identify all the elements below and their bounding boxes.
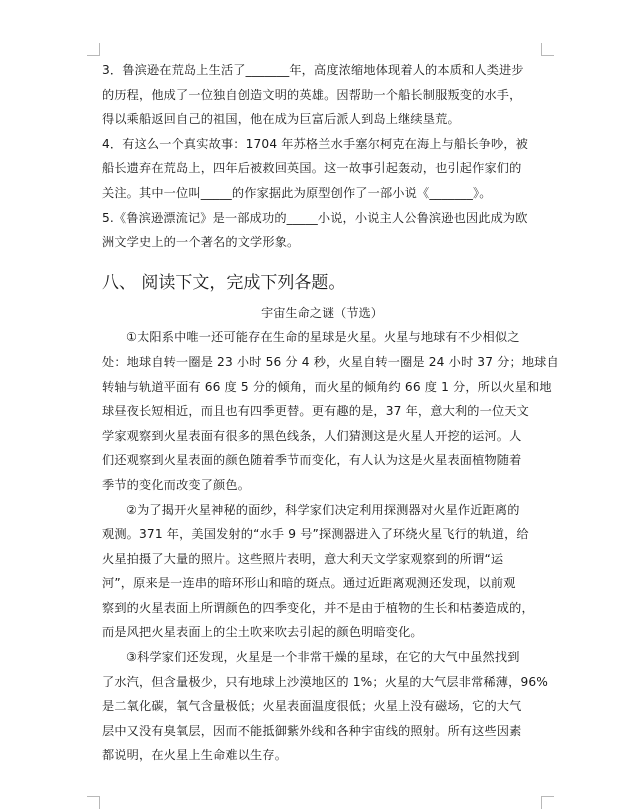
question-5 [102, 206, 542, 255]
text-line: ③科学家们还发现，火星是一个非常干燥的星球，在它的大气中虽然找到 [126, 650, 520, 665]
text-line: 洲文学史上的一个著名的文学形象。 [102, 235, 300, 250]
document-page [102, 58, 559, 768]
text-line: 季节的变化而改变了颜色。 [102, 477, 251, 492]
text-line: ②为了揭开火星神秘的面纱，科学家们决定利用探测器对火星作近距离的 [126, 502, 520, 517]
paragraph-2 [102, 498, 542, 646]
text-line: 层中又没有臭氧层，因而不能抵御紫外线和各种宇宙线的照射。所有这些因素 [102, 723, 522, 738]
text-line: 了水汽，但含量极少，只有地球上沙漠地区的 1%；火星的大气层非常稀薄，96% [102, 674, 548, 689]
section-heading: 八、 阅读下文，完成下列各题。 [102, 272, 346, 293]
text-line: 察到的火星表面上所谓颜色的四季变化，并不是由于植物的生长和枯萎造成的， [102, 600, 534, 615]
text-line: 的历程，他成了一位独自创造文明的英雄。因帮助一个船长制服叛变的水手， [102, 87, 522, 102]
question-4 [102, 132, 542, 206]
text-line: 们还观察到火星表面的颜色随着季节而变化，有人认为这是火星表面植物随着 [102, 453, 522, 468]
page-corner-mark [541, 796, 554, 809]
page-corner-mark [87, 43, 100, 56]
question-list [102, 58, 542, 255]
text-line: 4．有这么一个真实故事：1704 年苏格兰水手塞尔柯克在海上与船长争吵，被 [102, 136, 529, 151]
text-line: 球昼夜长短相近，而且也有四季更替。更有趣的是，37 年，意大利的一位天文 [102, 404, 529, 419]
question-3 [102, 58, 542, 132]
text-line: ①太阳系中唯一还可能存在生命的星球是火星。火星与地球有不少相似之 [126, 330, 520, 345]
paragraph-3 [102, 645, 548, 768]
text-line: 处：地球自转一圈是 23 小时 56 分 4 秒，火星自转一圈是 24 小时 37 分；地球自 [102, 354, 559, 369]
text-line: 3．鲁滨逊在荒岛上生活了_______年，高度浓缩地体现着人的本质和人类进步 [102, 63, 524, 77]
text-line: 而是风把火星表面上的尘土吹来吹去引起的颜色明暗变化。 [102, 625, 423, 640]
article-title: 宇宙生命之谜（节选） [261, 305, 383, 320]
text-line: 学家观察到火星表面有很多的黑色线条，人们猜测这是火星人开挖的运河。人 [102, 428, 522, 443]
text-line: 是二氧化碳，氧气含量极低；火星表面温度很低；火星上没有磁场，它的大气 [102, 699, 522, 714]
page-corner-mark [541, 43, 554, 56]
text-line: 火星拍摄了大量的照片。这些照片表明，意大利天文学家观察到的所谓“运 [102, 551, 504, 566]
text-line: 观测。371 年，美国发射的“水手 9 号”探测器进入了环绕火星飞行的轨道，给 [102, 527, 529, 542]
text-line: 5.《鲁滨逊漂流记》是一部成功的_____小说，小说主人公鲁滨逊也因此成为欧 [102, 210, 528, 225]
page-corner-mark [87, 796, 100, 809]
text-line: 关注。其中一位叫_____的作家据此为原型创作了一部小说《_______》。 [102, 185, 492, 200]
text-line: 都说明，在火星上生命难以生存。 [102, 748, 288, 763]
text-line: 河”，原来是一连串的暗环形山和暗的斑点。通过近距离观测还发现，以前观 [102, 576, 516, 591]
paragraph-1 [102, 325, 559, 497]
text-line: 得以乘船返回自己的祖国，他在成为巨富后派人到岛上继续垦荒。 [102, 112, 460, 127]
text-line: 转轴与轨道平面有 66 度 5 分的倾角，而火星的倾角约 66 度 1 分，所以火星和地 [102, 379, 552, 394]
text-line: 船长遗弃在荒岛上，四年后被救回英国。这一故事引起轰动，也引起作家们的 [102, 161, 522, 176]
